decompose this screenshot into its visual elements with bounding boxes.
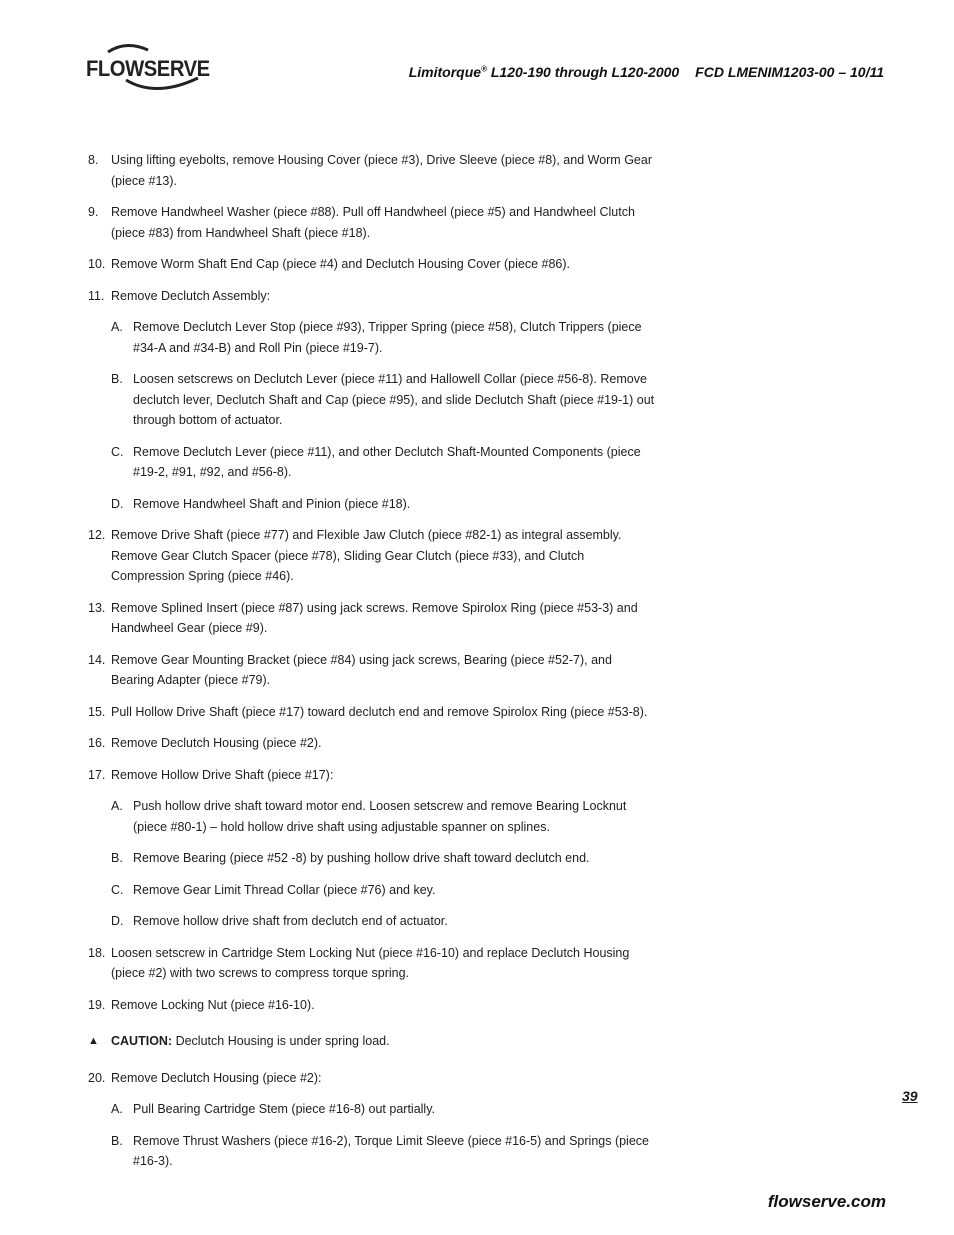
flowserve-logo xyxy=(86,40,226,96)
registered-mark: ® xyxy=(481,64,487,74)
page-number: 39 xyxy=(902,1088,918,1104)
substep-item: A. Push hollow drive shaft toward motor end. Loosen setscrew and remove Bearing Locknut (piece #80-1) – hold hollow drive shaft using adjustable spanner on splines. xyxy=(111,799,627,834)
substep-item: A. Pull Bearing Cartridge Stem (piece #16-8) out partially. xyxy=(111,1102,435,1116)
substep-item: B. Loosen setscrews on Declutch Lever (piece #11) and Hallowell Collar (piece #56-8). Remove declutch lever, Declutch Shaft and Cap (piece #95), and slide Declutch Shaft (piece #19-1) out through bottom of actuator. xyxy=(111,372,655,427)
product-name: Limitorque xyxy=(408,64,482,80)
step-item: 8. Using lifting eyebolts, remove Housing Cover (piece #3), Drive Sleeve (piece #8), and Worm Gear (piece #13). xyxy=(88,153,652,188)
substep-item: A. Remove Declutch Lever Stop (piece #93), Tripper Spring (piece #58), Clutch Trippers (piece #34-A and #34-B) and Roll Pin (piece #19-7). xyxy=(111,320,642,355)
step-item: 10. Remove Worm Shaft End Cap (piece #4) and Declutch Housing Cover (piece #86). xyxy=(88,257,571,271)
procedure-list xyxy=(88,150,658,1183)
footer-website: flowserve.com xyxy=(767,1192,886,1211)
caution-label: CAUTION: xyxy=(111,1034,173,1048)
step-item: 13. Remove Splined Insert (piece #87) using jack screws. Remove Spirolox Ring (piece #53-3) and Handwheel Gear (piece #9). xyxy=(88,600,638,635)
step-item: 18. Loosen setscrew in Cartridge Stem Locking Nut (piece #16-10) and replace Declutch Housing (piece #2) with two screws to compress torque spring. xyxy=(88,945,630,980)
step-item: 9. Remove Handwheel Washer (piece #88). Pull off Handwheel (piece #5) and Handwheel Clutch (piece #83) from Handwheel Shaft (piece #18). xyxy=(88,205,635,240)
substep-item: B. Remove Thrust Washers (piece #16-2), Torque Limit Sleeve (piece #16-5) and Springs (piece #16-3). xyxy=(111,1133,649,1168)
step-item: 16. Remove Declutch Housing (piece #2). xyxy=(88,736,322,750)
substep-item: B. Remove Bearing (piece #52 -8) by pushing hollow drive shaft toward declutch end. xyxy=(111,851,590,865)
substep-item: C. Remove Gear Limit Thread Collar (piece #76) and key. xyxy=(111,882,436,897)
model-range: L120-190 through L120-2000 xyxy=(490,64,680,80)
substep-item: D. Remove Handwheel Shaft and Pinion (piece #18). xyxy=(111,496,411,511)
step-item: 17. Remove Hollow Drive Shaft (piece #17): xyxy=(88,767,334,782)
logo-text: FLOWSERVE xyxy=(86,56,210,81)
substep-item: D. Remove hollow drive shaft from declutch end of actuator. xyxy=(111,914,448,928)
step-item: 20. Remove Declutch Housing (piece #2): xyxy=(88,1070,322,1085)
step-item: 19. Remove Locking Nut (piece #16-10). xyxy=(88,997,315,1012)
header-title xyxy=(409,64,884,80)
caution-text: Declutch Housing is under spring load. xyxy=(172,1034,390,1048)
doc-code: FCD LMENIM1203-00 – 10/11 xyxy=(695,64,884,80)
step-item: 14. Remove Gear Mounting Bracket (piece #84) using jack screws, Bearing (piece #52-7), and Bearing Adapter (piece #79). xyxy=(88,652,612,687)
substep-item: C. Remove Declutch Lever (piece #11), and other Declutch Shaft-Mounted Components (piece #19-2, #91, #92, and #56-8). xyxy=(111,444,641,479)
step-item: 12. Remove Drive Shaft (piece #77) and Flexible Jaw Clutch (piece #82-1) as integral assembly. Remove Gear Clutch Spacer (piece #78), Sliding Gear Clutch (piece #33), and Clutch Compression Spring (piece #46). xyxy=(88,528,622,583)
step-item: 11. Remove Declutch Assembly: xyxy=(88,288,271,303)
caution-note xyxy=(88,1031,658,1052)
step-item: 15. Pull Hollow Drive Shaft (piece #17) toward declutch end and remove Spirolox Ring (piece #53-8). xyxy=(88,704,648,719)
warning-triangle-icon: ▲ xyxy=(88,1035,99,1047)
